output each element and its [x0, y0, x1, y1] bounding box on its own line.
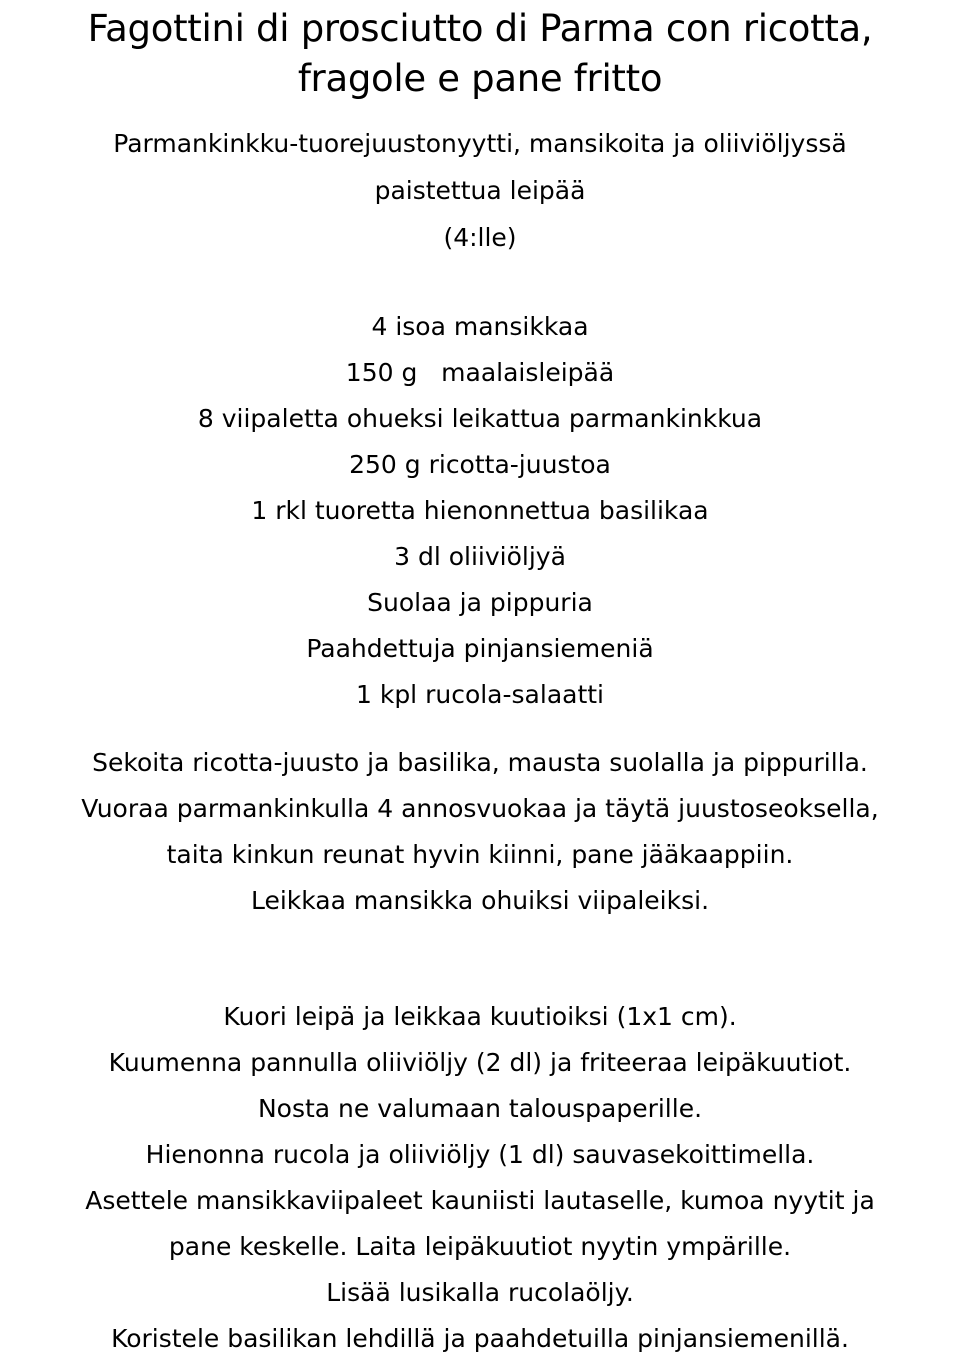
- instructions-part-1: [0, 740, 960, 924]
- ingredient-item: Paahdettuja pinjansiemeniä: [306, 634, 654, 663]
- instruction-line: taita kinkun reunat hyvin kiinni, pane jääkaappiin.: [166, 840, 794, 869]
- instructions-part-2: [0, 994, 960, 1362]
- recipe-subtitle: [0, 120, 960, 261]
- instruction-line: Hienonna rucola ja oliiviöljy (1 dl) sauvasekoittimella.: [145, 1140, 815, 1169]
- instruction-line: Vuoraa parmankinkulla 4 annosvuokaa ja täytä juustoseoksella,: [81, 794, 879, 823]
- ingredient-item: 150 g maalaisleipää: [345, 358, 615, 387]
- instruction-line: Asettele mansikkaviipaleet kauniisti lautaselle, kumoa nyytit ja: [85, 1186, 875, 1215]
- ingredient-item: Suolaa ja pippuria: [367, 588, 593, 617]
- instruction-line: Lisää lusikalla rucolaöljy.: [326, 1278, 634, 1307]
- ingredient-item: 4 isoa mansikkaa: [371, 312, 589, 341]
- instruction-line: Koristele basilikan lehdillä ja paahdetuilla pinjansiemenillä.: [111, 1324, 849, 1353]
- instruction-line: Leikkaa mansikka ohuiksi viipaleiksi.: [250, 886, 710, 915]
- title-line: fragole e pane fritto: [297, 57, 663, 100]
- recipe-title: [0, 4, 960, 104]
- ingredient-item: 1 kpl rucola-salaatti: [355, 680, 605, 709]
- ingredient-item: 3 dl oliiviöljyä: [394, 542, 566, 571]
- ingredient-item: 250 g ricotta-juustoa: [349, 450, 611, 479]
- ingredient-item: 8 viipaletta ohueksi leikattua parmankinkkua: [197, 404, 763, 433]
- instruction-line: Sekoita ricotta-juusto ja basilika, mausta suolalla ja pippurilla.: [92, 748, 868, 777]
- instruction-line: Kuori leipä ja leikkaa kuutioiksi (1x1 cm).: [223, 1002, 737, 1031]
- ingredient-list: [0, 304, 960, 718]
- subtitle-line: paistettua leipää: [374, 176, 586, 205]
- servings-line: (4:lle): [443, 223, 517, 252]
- ingredient-item: 1 rkl tuoretta hienonnettua basilikaa: [251, 496, 709, 525]
- instruction-line: Kuumenna pannulla oliiviöljy (2 dl) ja friteeraa leipäkuutiot.: [108, 1048, 852, 1077]
- instruction-line: pane keskelle. Laita leipäkuutiot nyytin ympärille.: [168, 1232, 792, 1261]
- subtitle-line: Parmankinkku-tuorejuustonyytti, mansikoita ja oliiviöljyssä: [113, 129, 847, 158]
- title-line: Fagottini di prosciutto di Parma con ricotta,: [87, 7, 873, 50]
- instruction-line: Nosta ne valumaan talouspaperille.: [257, 1094, 703, 1123]
